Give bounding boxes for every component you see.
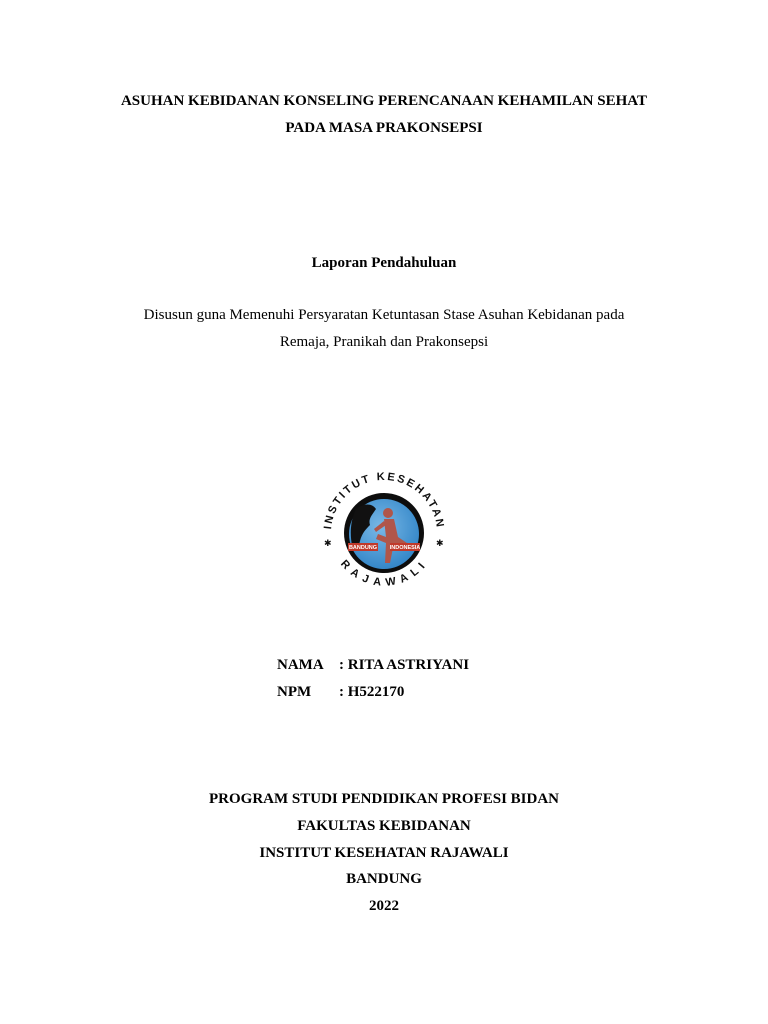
logo-bottom-text: RAJAWALI	[338, 557, 431, 589]
logo-star-left-icon: ✱	[324, 539, 332, 549]
student-name-label: NAMA	[277, 657, 324, 673]
institute-name: INSTITUT KESEHATAN RAJAWALI	[259, 845, 509, 861]
document-year: 2022	[369, 898, 399, 914]
city-name: BANDUNG	[346, 871, 422, 887]
logo-banner-right-text: INDONESIA	[389, 545, 421, 552]
faculty-name: FAKULTAS KEBIDANAN	[297, 818, 471, 834]
report-type: Laporan Pendahuluan	[311, 255, 457, 271]
purpose-line-1: Disusun guna Memenuhi Persyaratan Ketuntasan Stase Asuhan Kebidanan pada	[143, 307, 625, 323]
study-program: PROGRAM STUDI PENDIDIKAN PROFESI BIDAN	[208, 791, 560, 807]
student-npm-label: NPM	[277, 684, 312, 700]
logo-star-right-icon: ✱	[436, 539, 444, 549]
purpose-line-2: Remaja, Pranikah dan Prakonsepsi	[279, 334, 489, 350]
student-name-value: : RITA ASTRIYANI	[339, 657, 470, 673]
document-title-line-1: ASUHAN KEBIDANAN KONSELING PERENCANAAN KEHAMILAN SEHAT	[120, 93, 648, 109]
document-title-line-2: PADA MASA PRAKONSEPSI	[285, 120, 483, 136]
institution-logo	[314, 463, 454, 593]
student-name-row	[277, 656, 469, 674]
logo-top-text: INSTITUT KESEHATAN	[322, 470, 447, 530]
student-npm-row	[277, 683, 404, 701]
student-npm-value: : H522170	[339, 684, 405, 700]
logo-banner-left-text: BANDUNG	[348, 545, 378, 552]
